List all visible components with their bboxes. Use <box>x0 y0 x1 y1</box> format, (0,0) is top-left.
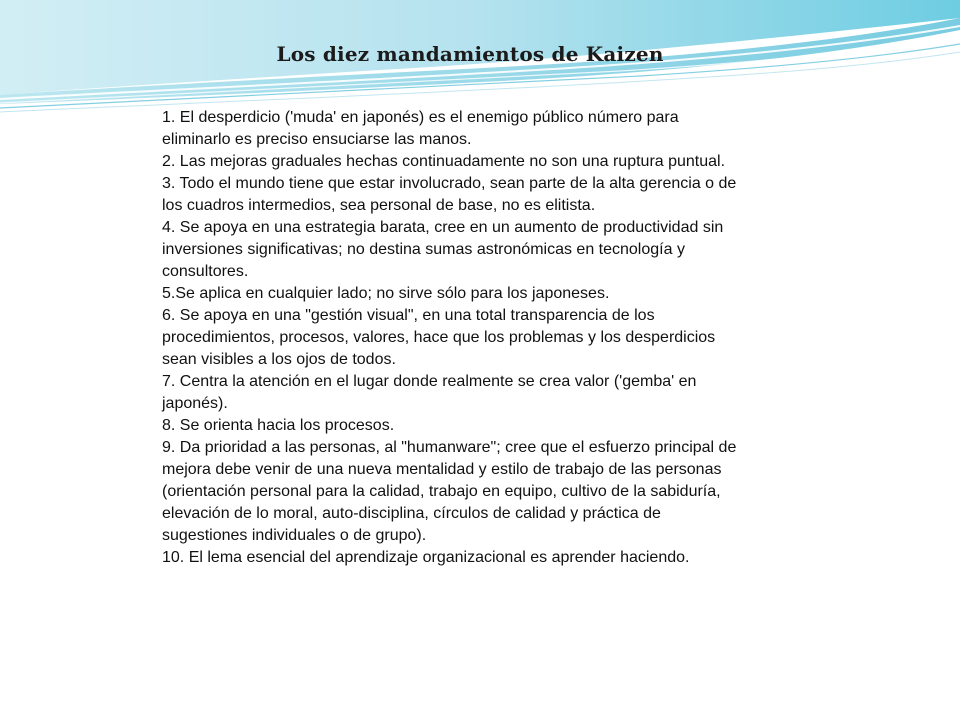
list-item: 4. Se apoya en una estrategia barata, cree en un aumento de productividad sin inversiones significativas; no destina sumas astronómicas en tecnología y consultores. <box>162 219 724 280</box>
list-item: 1. El desperdicio ('muda' en japonés) es el enemigo público número para eliminarlo es preciso ensuciarse las manos. <box>162 109 679 148</box>
list-item: 7. Centra la atención en el lugar donde realmente se crea valor ('gemba' en japonés). <box>162 373 697 412</box>
list-item: 2. Las mejoras graduales hechas continuadamente no son una ruptura puntual. <box>162 153 726 170</box>
list-item: 3. Todo el mundo tiene que estar involucrado, sean parte de la alta gerencia o de los cuadros intermedios, sea personal de base, no es elitista. <box>162 175 737 214</box>
list-item: 5.Se aplica en cualquier lado; no sirve sólo para los japoneses. <box>162 285 610 302</box>
list-item: 6. Se apoya en una "gestión visual", en una total transparencia de los procedimientos, procesos, valores, hace que los problemas y los desperdicios sean visibles a los ojos de todos. <box>162 307 716 368</box>
slide-title: Los diez mandamientos de Kaizen <box>276 42 664 66</box>
list-item: 8. Se orienta hacia los procesos. <box>162 417 395 434</box>
commandments-list <box>162 107 742 569</box>
list-item: 9. Da prioridad a las personas, al "humanware"; cree que el esfuerzo principal de mejora debe venir de una nueva mentalidad y estilo de trabajo de las personas (orientación personal para la calidad, trabajo en equipo, cultivo de la sabiduría, elevación de lo moral, auto-disciplina, círculos de calidad y práctica de sugestiones individuales o de grupo). <box>162 439 737 544</box>
list-item: 10. El lema esencial del aprendizaje organizacional es aprender haciendo. <box>162 549 690 566</box>
